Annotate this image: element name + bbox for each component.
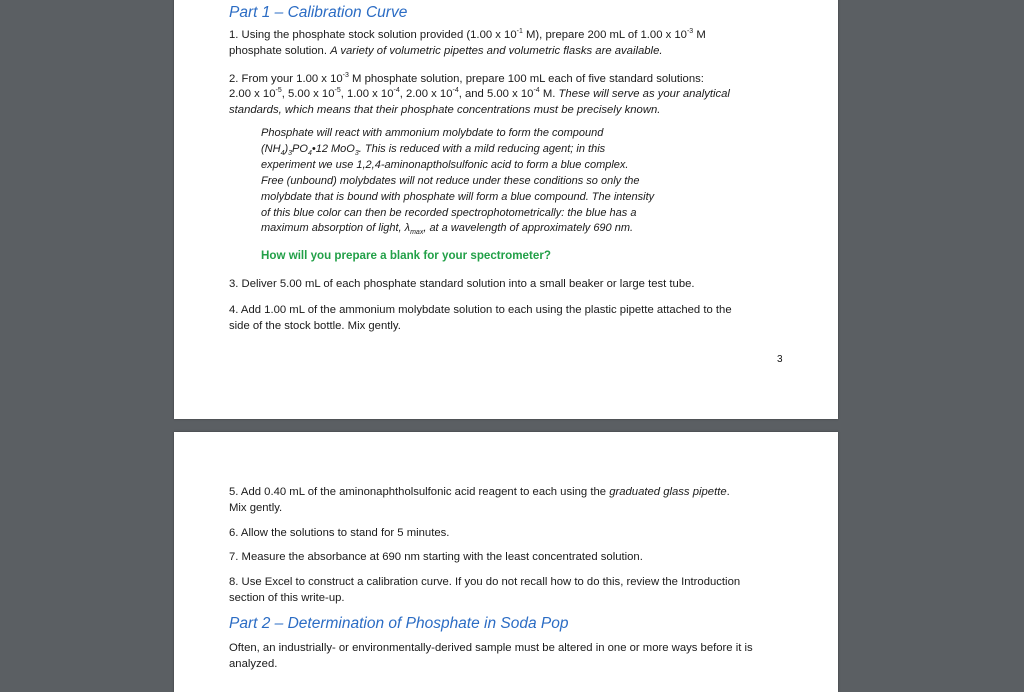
intro-paragraph: Often, an industrially- or environmentally-derived sample must be altered in one or more ways before it is analyzed. xyxy=(229,641,753,670)
page1-steps-lower xyxy=(229,277,789,334)
chemistry-note: Phosphate will react with ammonium molybdate to form the compound $(NH_4)_3PO_4•12$ MoO$_3$. This is reduced with a mild reducing agent; in this experiment we use 1,2,4-aminonaptholsulfonic acid to form a blue complex. Free (unbound) molybdates will not reduce under these conditions so only the molybdate that is bound with phosphate will form a blue compound. The intensity of this blue color can then be recorded spectrophotometrically: the blue has a maximum absorption of light, $\lambda_{max}$, at a wavelength of approximately 690 nm. xyxy=(261,127,655,237)
page2-content xyxy=(229,485,789,672)
document-page-2 xyxy=(174,432,838,692)
page-number: 3 xyxy=(777,354,783,365)
part1-heading: Part 1 – Calibration Curve xyxy=(229,4,408,21)
step-1: 1. Using the phosphate stock solution provided (1.00 x $10^{-1}$ M), prepare 200 mL of 1.00 x $10^{-3}$ M phosphate solution. A variety of volumetric pipettes and volumetric flasks are available. xyxy=(229,28,706,57)
step-5: 5. Add 0.40 mL of the aminonaphtholsulfonic acid reagent to each using the graduated glass pipette. Mix gently. xyxy=(229,486,730,514)
step-8: 8. Use Excel to construct a calibration curve. If you do not recall how to do this, review the Introduction section of this write-up. xyxy=(229,576,741,604)
blank-question: How will you prepare a blank for your spectrometer? xyxy=(261,249,551,262)
document-page-1 xyxy=(174,0,838,419)
page1-content xyxy=(229,4,789,119)
step-2: 2. From your 1.00 x $10^{-3}$ M phosphate solution, prepare 100 mL each of five standard solutions: 2.00 x $10^{-5}$, 5.00 x $10^{-5}$, 1.00 x $10^{-4}$, 2.00 x $10^{-4}$, and 5.00 x $10^{-4}$ M. These will serve as your analytical standards, which means that their phosphate concentrations must be precisely known. xyxy=(229,71,730,117)
step-7: 7. Measure the absorbance at 690 nm starting with the least concentrated solution. xyxy=(229,551,643,564)
step-4: 4. Add 1.00 mL of the ammonium molybdate solution to each using the plastic pipette attached to the side of the stock bottle. Mix gently. xyxy=(229,303,732,332)
step-6: 6. Allow the solutions to stand for 5 minutes. xyxy=(229,526,450,539)
part2-heading: Part 2 – Determination of Phosphate in Soda Pop xyxy=(229,614,569,632)
step-3: 3. Deliver 5.00 mL of each phosphate standard solution into a small beaker or large test tube. xyxy=(229,278,695,290)
